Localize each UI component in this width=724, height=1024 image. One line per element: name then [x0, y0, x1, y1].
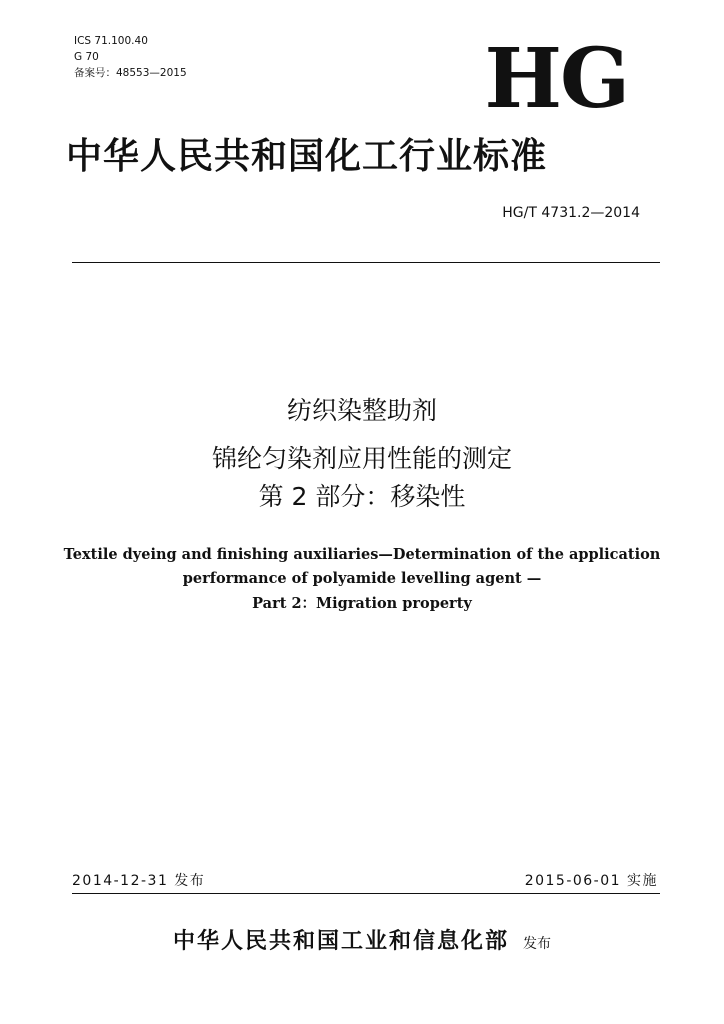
- publisher-suffix: 发布: [523, 936, 551, 952]
- standard-code: HG/T 4731.2—2014: [502, 205, 640, 221]
- title-cn-line3: 第 2 部分：移染性: [258, 482, 466, 511]
- bottom-divider: [72, 893, 660, 894]
- title-en-line3: Part 2：Migration property: [252, 595, 472, 612]
- issue-date: 2014-12-31 发布: [72, 873, 206, 889]
- publisher-name: 中华人民共和国工业和信息化部: [172, 928, 509, 954]
- title-cn-line2: 锦纶匀染剂应用性能的测定: [211, 444, 512, 473]
- title-en-line1: Textile dyeing and finishing auxiliaries—Determination of the application: [63, 546, 661, 563]
- hg-logo: HG: [484, 31, 628, 127]
- title-cn-line1: 纺织染整助剂: [286, 396, 437, 425]
- title-en-line2: performance of polyamide levelling agent —: [182, 570, 542, 587]
- ics-code: ICS 71.100.40: [74, 35, 148, 47]
- implementation-date: 2015-06-01 实施: [524, 873, 658, 889]
- publisher: [0, 930, 724, 952]
- filing-number: 备案号：48553—2015: [74, 67, 187, 79]
- standard-org-title: 中华人民共和国化工行业标准: [66, 135, 548, 177]
- top-divider: [72, 262, 660, 263]
- ccs-code: G 70: [74, 51, 99, 63]
